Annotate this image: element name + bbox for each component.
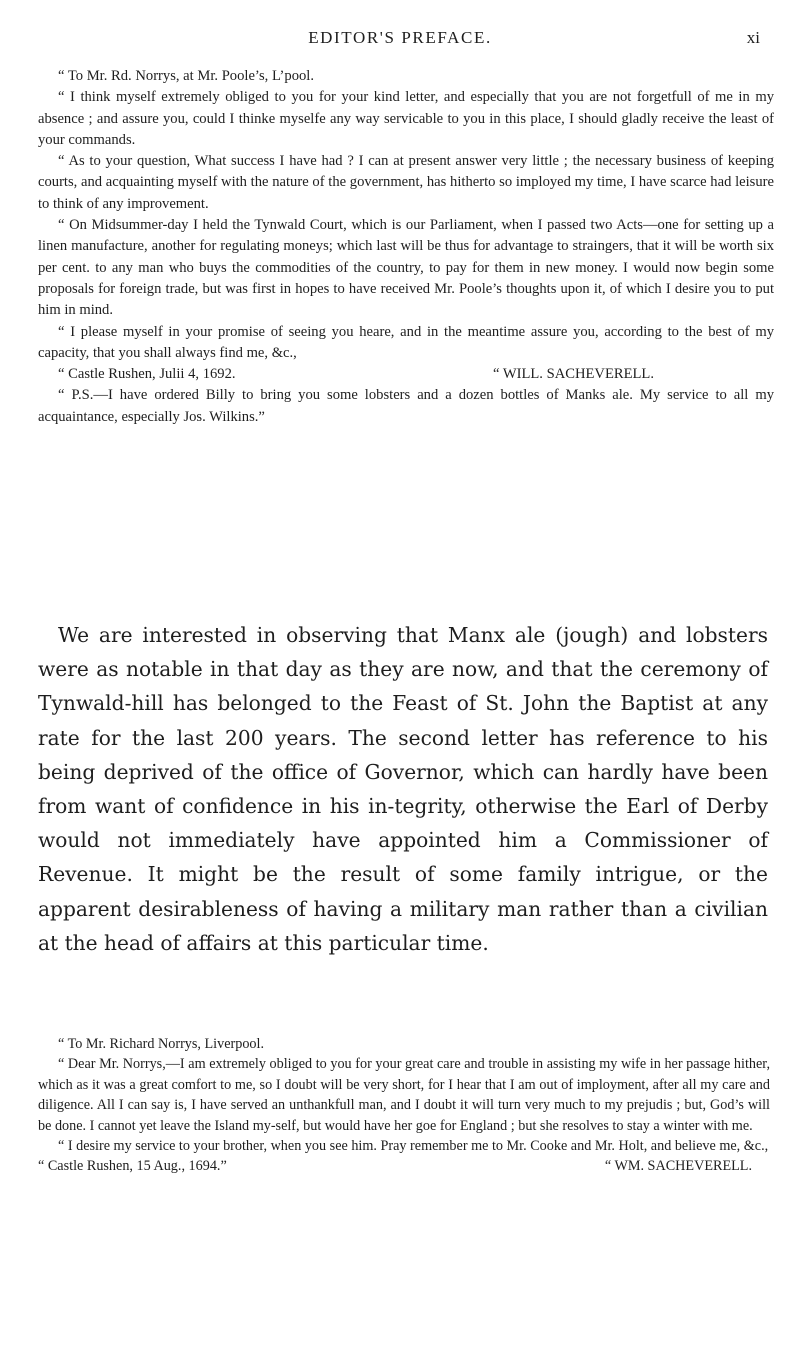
page-number: xi	[746, 28, 760, 47]
running-header	[40, 22, 760, 52]
letter-1-place-date: “ Castle Rushen, Julii 4, 1692.	[58, 366, 236, 383]
letter-1-address: “ To Mr. Rd. Norrys, at Mr. Poole’s, L’pool.	[58, 68, 314, 84]
letter-1-postscript: “ P.S.—I have ordered Billy to bring you some lobsters and a dozen bottles of Manks ale. My service to all my acquaintance, especially Jos. Wilkins.”	[38, 387, 774, 425]
letter-2-closing	[38, 1156, 770, 1176]
letter-2-address: “ To Mr. Richard Norrys, Liverpool.	[58, 1036, 265, 1052]
letter-1-paragraph: “ I please myself in your promise of seeing you heare, and in the meantime assure you, according to the best of my capacity, that you shall always find me, &c.,	[38, 323, 774, 361]
letter-1-signature: “ WILL. SACHEVERELL.	[492, 366, 654, 383]
editorial-paragraph: We are interested in observing that Manx ale (jough) and lobsters were as notable in that day as they are now, and that the ceremony of Tynwald-hill has belonged to the Feast of St. John the Baptist at any rate for the last 200 years. The second letter has reference to his being deprived of the office of Governor, which can hardly have been from want of confidence in his in-tegrity, otherwise the Earl of Derby would not immediately have appointed him a Commissioner of Revenue. It might be the result of some family intrigue, or the apparent desirableness of having a military man rather than a civilian at the head of affairs at this particular time.	[38, 623, 768, 955]
letter-1-closing	[38, 364, 774, 385]
letter-2-paragraph: “ I desire my service to your brother, when you see him. Pray remember me to Mr. Cooke and Mr. Holt, and believe me, &c.,	[58, 1138, 769, 1155]
letter-2-paragraph: “ Dear Mr. Norrys,—I am extremely obliged to you for your great care and trouble in assisting my wife in her passage hither, which as it was a great comfort to me, so I doubt will be very short, for I hear that I am out of imployment, after all my care and diligence. All I can say is, I have served an unthankfull man, and I doubt it will turn very much to my prejudis ; but, God’s will be done. I cannot yet leave the Island my-self, but would have her goe for England ; but she resolves to stay a winter with me.	[38, 1056, 770, 1134]
letter-2-place-date: “ Castle Rushen, 15 Aug., 1694.”	[38, 1158, 227, 1175]
letter-1	[38, 66, 774, 428]
editorial-text	[38, 618, 768, 960]
letter-2-signature: “ WM. SACHEVERELL.	[604, 1158, 752, 1175]
letter-1-paragraph: “ As to your question, What success I have had ? I can at present answer very little ; the necessary business of keeping courts, and acquainting myself with the nature of the government, has hitherto so imployed my time, I have scarce had leisure to think of any improvement.	[38, 153, 774, 212]
letter-1-paragraph: “ On Midsummer-day I held the Tynwald Court, which is our Parliament, when I passed two Acts—one for setting up a linen manufacture, another for regulating moneys; which last will be thus for advantage to straingers, that it will be worth six per cent. to any man who buys the commodities of the country, to pay for them in new money. I would now begin some proposals for foreign trade, but was first in hopes to have received Mr. Poole’s thoughts upon it, of which I desire you to put him in mind.	[38, 217, 774, 319]
letter-1-paragraph: “ I think myself extremely obliged to you for your kind letter, and especially that you are not forgetfull of me in my absence ; and assure you, could I thinke myselfe any way servicable to you in this place, I should gladly receive the least of your commands.	[38, 89, 774, 148]
running-title: EDITOR'S PREFACE.	[308, 28, 492, 47]
letter-2	[38, 1034, 770, 1177]
